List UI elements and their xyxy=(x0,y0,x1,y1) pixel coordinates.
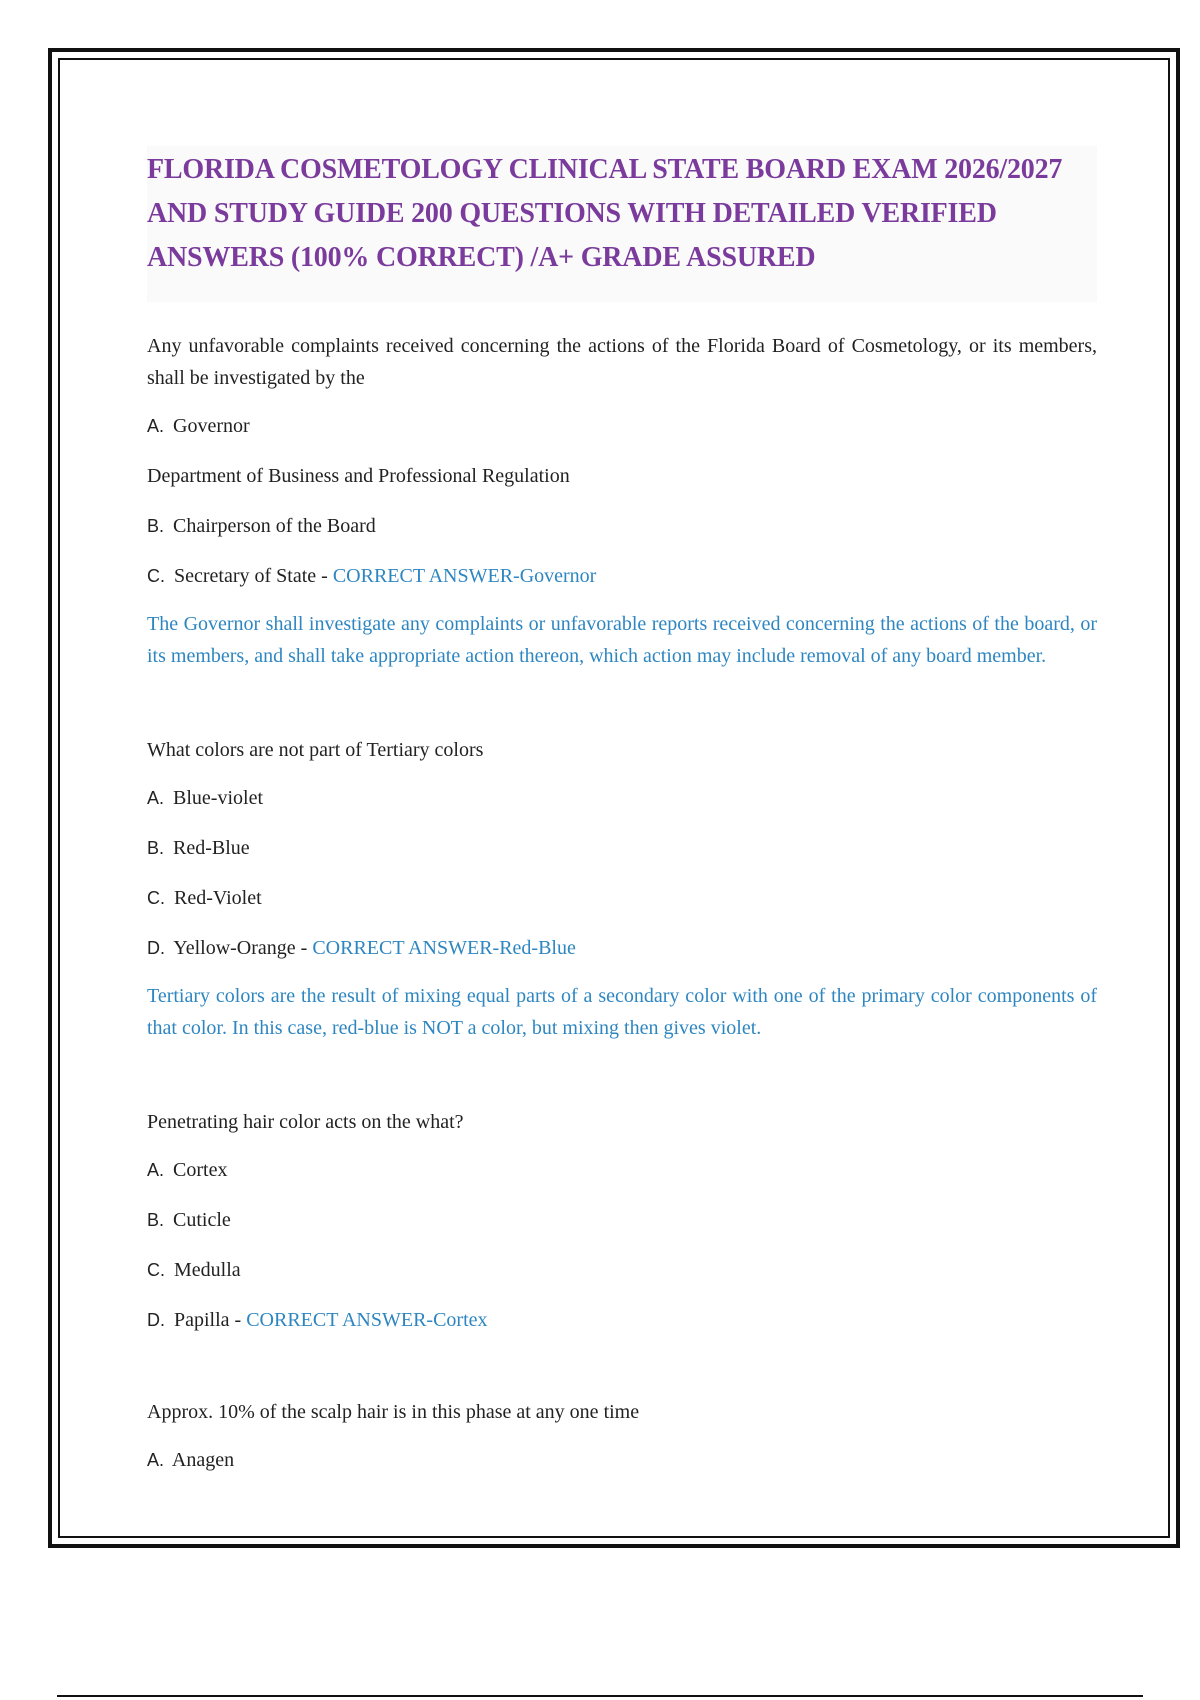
question-text: Any unfavorable complaints received concerning the actions of the Florida Board of Cosmetology, or its members, shall be investigated by the xyxy=(147,335,1097,389)
option-a xyxy=(147,412,1097,440)
option-text: Yellow-Orange - xyxy=(173,937,313,959)
option-text: Cortex xyxy=(173,1159,228,1181)
option-letter: A. xyxy=(147,1450,165,1470)
question-text: Approx. 10% of the scalp hair is in this phase at any one time xyxy=(147,1401,640,1423)
option-letter: D. xyxy=(147,1310,165,1330)
option-d xyxy=(147,1306,1097,1334)
option-text: Red-Violet xyxy=(174,887,262,909)
question-block-3 xyxy=(147,1106,1097,1334)
footer-rule xyxy=(57,1695,1143,1697)
question-block-2 xyxy=(147,734,1097,1044)
answer-explanation: Tertiary colors are the result of mixing equal parts of a secondary color with one of the primary color components of that color. In this case, red-blue is NOT a color, but mixing then gives violet. xyxy=(147,985,1097,1039)
question-block-1 xyxy=(147,330,1097,672)
option-letter: A. xyxy=(147,1160,165,1180)
option-letter: A. xyxy=(147,416,165,436)
option-text: Governor xyxy=(173,415,250,437)
option-c xyxy=(147,884,1097,912)
option-letter: D. xyxy=(147,938,165,958)
document-content xyxy=(147,146,1097,1536)
option-letter: B. xyxy=(147,1210,165,1230)
option-c xyxy=(147,1256,1097,1284)
correct-answer: CORRECT ANSWER-Cortex xyxy=(246,1309,488,1331)
option-text: Anagen xyxy=(171,1449,235,1471)
option-letter: C. xyxy=(147,566,165,586)
title-box xyxy=(147,146,1097,302)
option-text: Medulla xyxy=(174,1259,241,1281)
option-letter: C. xyxy=(147,1260,165,1280)
option-b xyxy=(147,1206,1097,1234)
option-a xyxy=(147,1156,1097,1184)
option-letter: B. xyxy=(147,838,165,858)
correct-answer: CORRECT ANSWER-Governor xyxy=(332,565,597,587)
option-d xyxy=(147,934,1097,962)
question-text: What colors are not part of Tertiary colors xyxy=(147,739,484,761)
option-extra-line: Department of Business and Professional Regulation xyxy=(147,465,570,487)
correct-answer: CORRECT ANSWER-Red-Blue xyxy=(312,937,576,959)
option-text: Red-Blue xyxy=(173,837,250,859)
option-letter: C. xyxy=(147,888,165,908)
option-b xyxy=(147,512,1097,540)
question-block-4 xyxy=(147,1396,1097,1474)
option-b xyxy=(147,834,1097,862)
option-a xyxy=(147,1446,1097,1474)
option-letter: A. xyxy=(147,788,165,808)
option-a xyxy=(147,784,1097,812)
option-letter: B. xyxy=(147,516,165,536)
option-c xyxy=(147,562,1097,590)
question-text: Penetrating hair color acts on the what? xyxy=(147,1111,464,1133)
document-title: FLORIDA COSMETOLOGY CLINICAL STATE BOARD EXAM 2026/2027 AND STUDY GUIDE 200 QUESTIONS WITH DETAILED VERIFIED ANSWERS (100% CORRECT) /A+ GRADE ASSURED xyxy=(147,154,1063,273)
option-text: Chairperson of the Board xyxy=(173,515,376,537)
option-text: Cuticle xyxy=(173,1209,231,1231)
option-text: Secretary of State - xyxy=(174,565,333,587)
option-text: Blue-violet xyxy=(173,787,263,809)
option-text: Papilla - xyxy=(174,1309,247,1331)
answer-explanation: The Governor shall investigate any complaints or unfavorable reports received concerning the actions of the board, or its members, and shall take appropriate action thereon, which action may include removal of any board member. xyxy=(147,613,1097,667)
